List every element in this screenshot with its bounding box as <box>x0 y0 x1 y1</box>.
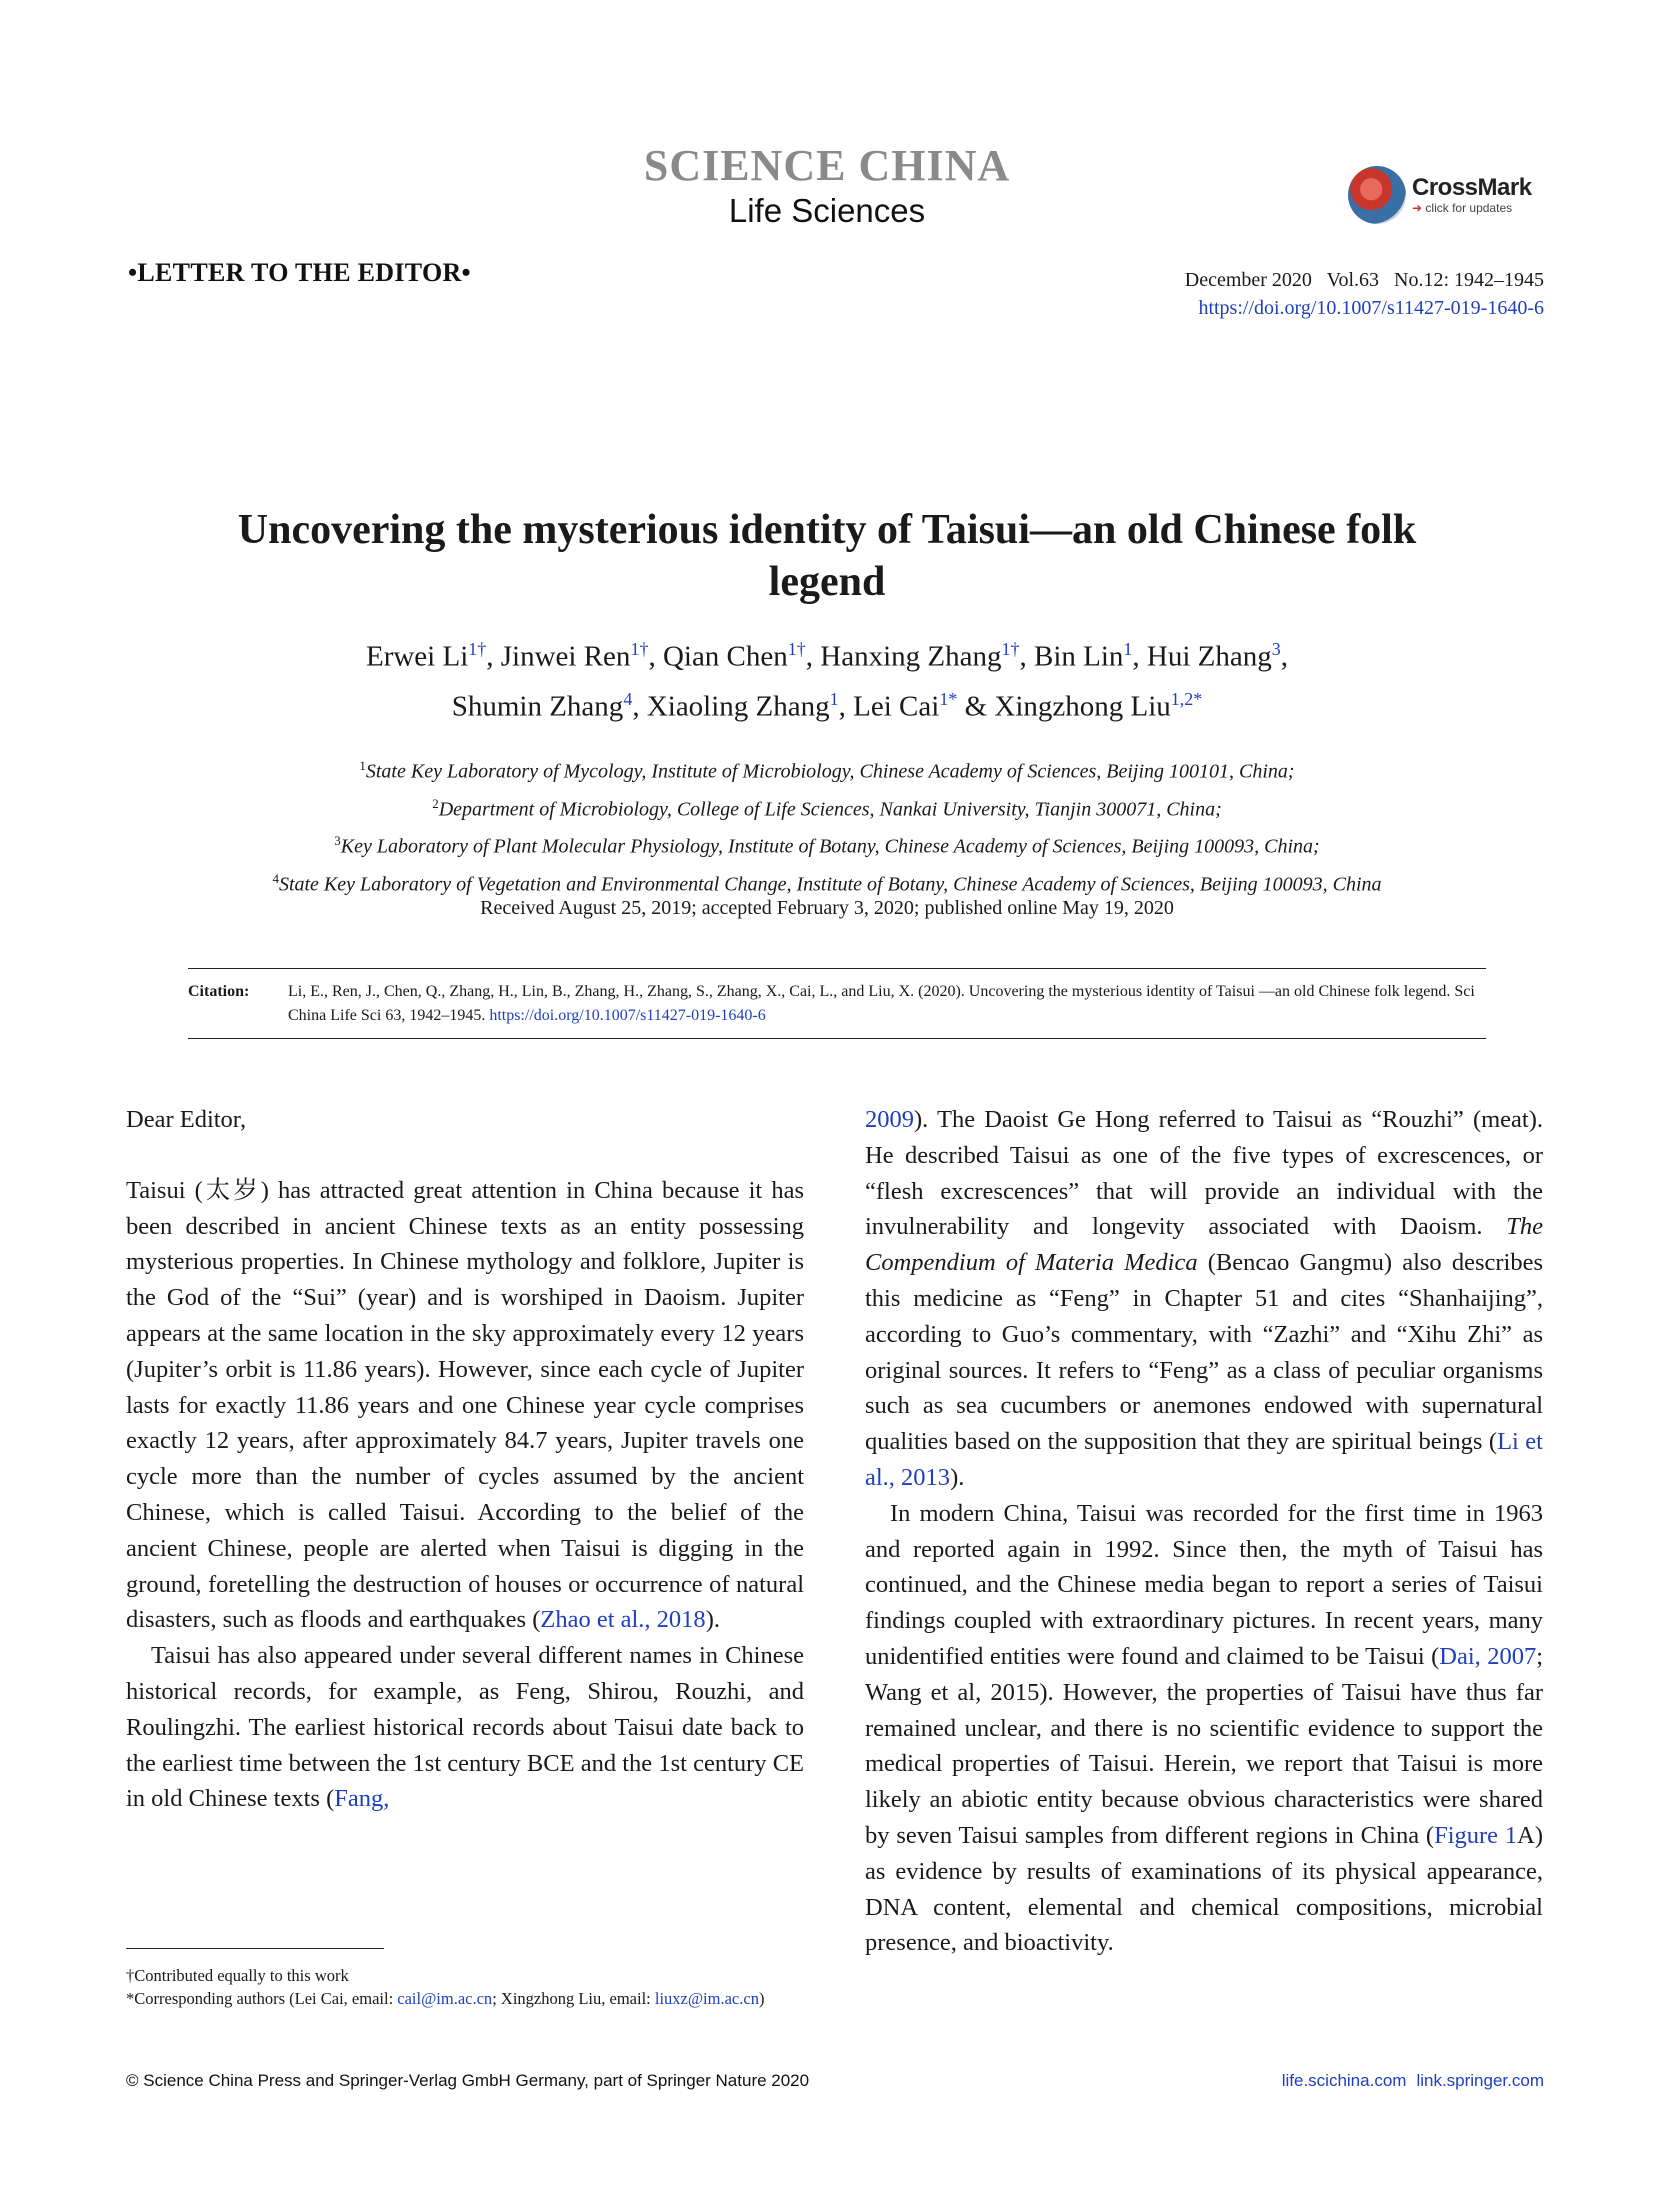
author-affil[interactable]: 1,2* <box>1170 688 1203 709</box>
paragraph: Taisui has also appeared under several different names in Chinese historical records, for example, as Feng, Shirou, Rouzhi, and Roulingzhi. The earliest historical records about Taisui date back to the earliest time between the 1st century BCE and the 1st century CE in old Chinese texts (Fang, <box>126 1642 804 1813</box>
reference-link[interactable]: 2009 <box>865 1106 914 1133</box>
author-name: Bin Lin <box>1034 640 1124 673</box>
journal-name: SCIENCE CHINA <box>643 141 1011 190</box>
salutation: Dear Editor, <box>126 1106 247 1133</box>
issue-line: December 2020 Vol.63 No.12: 1942–1945 <box>1184 269 1544 291</box>
author-affil[interactable]: 1† <box>630 639 649 659</box>
author-name: Qian Chen <box>662 640 788 673</box>
journal-subtitle: Life Sciences <box>728 192 926 229</box>
footer-link-springer[interactable]: link.springer.com <box>1416 2071 1544 2090</box>
issue-info <box>1185 266 1544 322</box>
author-line-1: Erwei $Li^{1\dagger}$, Jinwei Ren$^{1\dagger}$, Qian Chen$^{1\dagger}$, Hanxing Zhang$^{1\dagger}$, Bin Lin$^1$, Hui Zhang$^3$, <box>365 639 1289 673</box>
title-line-1: Uncovering the mysterious identity of Taisui—an old Chinese folk <box>237 507 1417 553</box>
author-list <box>150 628 1504 727</box>
crossmark-subtitle: ➜ click for updates <box>1412 201 1513 215</box>
paragraph: Taisui (太岁) has attracted great attention in China because it has been described in ancient Chinese texts as an entity possessing mysterious properties. In Chinese mythology and folklore, Jupiter is the God of the “Sui” (year) and is worshiped in Daoism. Jupiter appears at the same location in the sky approximately every 12 years (Jupiter’s orbit is 11.86 years). However, since each cycle of Jupiter lasts for exactly 11.86 years and one Chinese year cycle comprises exactly 12 years, after approximately 84.7 years, Jupiter travels one cycle more than the number of cycles assumed by the ancient Chinese, which is called Taisui. According to the belief of the ancient Chinese, people are alerted when Taisui is digging in the ground, foretelling the destruction of houses or occurrence of natural disasters, such as floods and earthquakes (Zhao et al., 2018). <box>126 1176 804 1634</box>
reference-link[interactable]: Zhao et al., 2018 <box>540 1606 706 1634</box>
affiliation-item: $^4$State Key Laboratory of Vegetation and Environmental Change, Institute of Botany, Chinese Academy of Sciences, Beijing 100093, China <box>272 870 1382 896</box>
figure-link[interactable]: Figure 1 <box>1434 1821 1518 1849</box>
body-column-right <box>865 1102 1543 1961</box>
author-affil[interactable]: 1† <box>468 639 487 659</box>
crossmark-icon <box>1348 166 1406 224</box>
author-name: Hanxing Zhang <box>820 640 1002 673</box>
footer-copyright: © Science China Press and Springer-Verlag GmbH Germany, part of Springer Nature 2020 <box>126 2071 810 2090</box>
citation-top-rule <box>188 968 1486 969</box>
author-name: Hui Zhang <box>1146 640 1272 673</box>
body-column-left <box>126 1102 804 1817</box>
doi-link[interactable]: https://doi.org/10.1007/s11427-019-1640-6 <box>1198 297 1544 319</box>
email-link[interactable]: liuxz@im.ac.cn <box>654 1989 759 2008</box>
author-affil[interactable]: 1† <box>1001 639 1020 659</box>
footnote-corresponding: *Corresponding authors (Lei Cai, email: cail@im.ac.cn; Xingzhong Liu, email: liuxz@im.ac.cn) <box>126 1989 765 2008</box>
author-name: Xingzhong Liu <box>994 690 1171 723</box>
author-affil[interactable]: 1 <box>1123 639 1133 659</box>
author-affil[interactable]: 1 <box>829 688 839 709</box>
paragraph: In modern China, Taisui was recorded for the first time in 1963 and reported again in 1992. Since then, the myth of Taisui has continued, and the Chinese media began to report a series of Taisui findings coupled with extraordinary pictures. In recent years, many unidentified entities were found and claimed to be Taisui (Dai, 2007; Wang et al, 2015). However, the properties of Taisui have thus far remained unclear, and there is no scientific evidence to support the medical properties of Taisui. Herein, we report that Taisui is more likely an abiotic entity because obvious characteristics were shared by seven Taisui samples from different regions in China (Figure 1A) as evidence by results of examinations of its physical appearance, DNA content, elemental and chemical compositions, microbial presence, and bioactivity. <box>865 1499 1544 1957</box>
author-name: Erwei Li <box>365 640 469 673</box>
email-link[interactable]: cail@im.ac.cn <box>397 1989 493 2008</box>
author-affil[interactable]: 1* <box>939 688 958 709</box>
author-affil[interactable]: 4 <box>623 688 633 709</box>
footnote-equal-contribution: †Contributed equally to this work <box>126 1966 349 1985</box>
paragraph-continued: 2009). The Daoist Ge Hong referred to Taisui as “Rouzhi” (meat). He described Taisui as one of the five types of excrescences, or “flesh excrescences” that will provide an individual with the invulnerability and longevity associated with Daoism. The Compendium of Materia Medica (Bencao Gangmu) also describes this medicine as “Feng” in Chapter 51 and cites “Shanhaijing”, according to Guo’s commentary, with “Zazhi” and “Xihu Zhi” as original sources. It refers to “Feng” as a class of peculiar organisms such as sea cucumbers or anemones endowed with supernatural qualities based on the supposition that they are spiritual beings (Li et al., 2013). <box>865 1106 1543 1491</box>
author-name: Jinwei Ren <box>500 640 631 673</box>
crossmark-title: CrossMark <box>1412 174 1532 201</box>
reference-link[interactable]: Dai, 2007 <box>1439 1642 1537 1670</box>
author-line-2: Shumin Zhang$^4$, Xiaoling Zhang$^1$, Lei Cai$^{1*}$ & Xingzhong Liu$^{1,2*}$ <box>451 688 1203 723</box>
author-affil[interactable]: 3 <box>1271 639 1281 659</box>
footer-links <box>1282 2071 1544 2091</box>
crossmark-badge[interactable] <box>1348 160 1558 230</box>
arrow-left-icon: ➜ <box>1412 201 1423 215</box>
reference-link[interactable]: Li et al., 2013 <box>865 1428 1543 1491</box>
section-label: •LETTER TO THE EDITOR• <box>128 258 471 287</box>
footnote-rule <box>126 1948 384 1949</box>
affiliation-item: $^3$Key Laboratory of Plant Molecular Physiology, Institute of Botany, Chinese Academy of Sciences, Beijing 100093, China; <box>334 833 1320 858</box>
affiliation-item: $^2$Department of Microbiology, College of Life Sciences, Nankai University, Tianjin 300071, China; <box>432 795 1222 821</box>
author-name: Shumin Zhang <box>451 690 624 723</box>
citation-label: Citation: <box>188 983 250 1000</box>
author-name: Lei Cai <box>853 690 940 723</box>
affiliations <box>150 750 1504 901</box>
footnotes <box>126 1964 804 2010</box>
article-dates: Received August 25, 2019; accepted February 3, 2020; published online May 19, 2020 <box>480 897 1174 919</box>
reference-link[interactable]: Fang, <box>334 1785 390 1813</box>
footer-link-scichina[interactable]: life.scichina.com <box>1281 2071 1407 2090</box>
affiliation-item: $^1$State Key Laboratory of Mycology, Institute of Microbiology, Chinese Academy of Sciences, Beijing 100101, China; <box>359 758 1295 783</box>
citation-box <box>188 980 1486 1028</box>
author-name: Xiaoling Zhang <box>646 690 830 723</box>
author-affil[interactable]: 1† <box>787 639 806 659</box>
citation-text: Li, E., Ren, J., Chen, Q., Zhang, H., Lin, B., Zhang, H., Zhang, S., Zhang, X., Cai, L., and Liu, X. (2020). Uncovering the mysterious identity of Taisui —an old Chinese folk legend. Sci China Life Sci 63, 1942–1945. https://doi.org/10.1007/s11427-019-1640-6 <box>288 983 1475 1024</box>
citation-doi-link[interactable]: https://doi.org/10.1007/s11427-019-1640-6 <box>489 1007 766 1024</box>
title-line-2: legend <box>768 559 886 605</box>
citation-bottom-rule <box>188 1038 1486 1039</box>
article-title <box>150 504 1504 608</box>
